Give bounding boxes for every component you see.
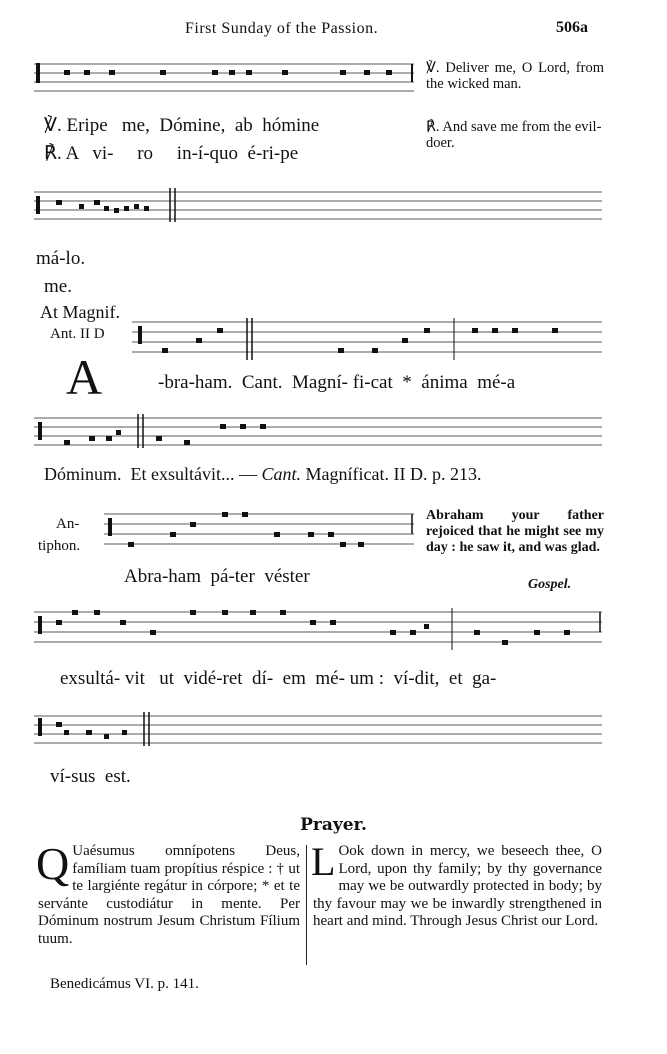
- antiphon-english: Abraham your father rejoiced that he might see my day : he saw it, and was glad.: [426, 508, 604, 555]
- staff-versicle-1: [34, 58, 416, 98]
- benedicamus-reference: Benedicámus VI. p. 141.: [50, 976, 199, 992]
- staff-magnificat-2: [34, 412, 604, 452]
- prayer-latin-initial: Q: [36, 838, 70, 889]
- antiphon-line1: Abra-ham pá-ter véster: [124, 566, 310, 587]
- versicle-latin-r: ℟. A vi- ro in-í-quo é-ri-pe: [44, 143, 299, 164]
- magnificat-line2: [44, 464, 482, 485]
- prayer-english-text: Ook down in mercy, we beseech thee, O Lord, upon thy family; by thy governance may we be outwardly protected in body; by thy favour may we be inwardly strengthened in heart and mind. Through Jesus Christ our Lord.: [313, 843, 602, 929]
- versicle-english-r: ℟. And save me from the evil-doer.: [426, 119, 602, 151]
- versicle-end-v: má-lo.: [36, 248, 86, 269]
- versicle-end-r: me.: [44, 276, 72, 297]
- prayer-english-initial: L: [311, 839, 336, 884]
- magnificat-line2-b: Cant.: [261, 464, 302, 484]
- staff-antiphon-1: [104, 508, 416, 558]
- prayer-latin: [36, 838, 300, 948]
- versicle-latin-v: ℣. Eripe me, Dómine, ab hómine: [44, 115, 320, 136]
- antiphon-line3: ví-sus est.: [50, 766, 131, 787]
- staff-antiphon-2: [34, 606, 604, 656]
- antiphon-line2: exsultá- vit ut vidé-ret dí- em mé- um : ví-dit, et ga-: [60, 668, 497, 689]
- magnificat-label: At Magnif.: [40, 302, 120, 322]
- magnificat-initial: A: [66, 349, 103, 405]
- column-divider: [306, 845, 307, 965]
- running-header: First Sunday of the Passion.: [185, 20, 379, 37]
- magnificat-line2-a: Dóminum. Et exsultávit... —: [44, 464, 262, 484]
- prayer-title: Prayer.: [300, 815, 367, 835]
- magnificat-mode: Ant. II D: [50, 326, 105, 342]
- staff-antiphon-3: [34, 710, 604, 750]
- versicle-english-v: ℣. Deliver me, O Lord, from the wicked man.: [426, 60, 604, 92]
- prayer-english: [311, 839, 602, 931]
- magnificat-line2-c: Magníficat.: [301, 464, 394, 484]
- magnificat-line2-d: II D. p. 213.: [393, 464, 482, 484]
- antiphon-source: Gospel.: [528, 577, 572, 592]
- antiphon-label-2: tiphon.: [38, 538, 81, 554]
- antiphon-label-1: An-: [56, 516, 80, 532]
- prayer-latin-text: Uaésumus omnípotens Deus, famíliam tuam propítius réspice : † ut te largiénte regátur in córpore; * et te servánte custodiátur in mente. Per Dóminum nostrum Jesum Christum Fílium tuum.: [38, 843, 300, 947]
- page-number: 506a: [556, 19, 588, 36]
- staff-magnificat-1: [132, 316, 604, 366]
- magnificat-line1: -bra-ham. Cant. Magní- fi-cat * ánima mé-a: [158, 372, 516, 393]
- staff-versicle-2: [34, 186, 604, 226]
